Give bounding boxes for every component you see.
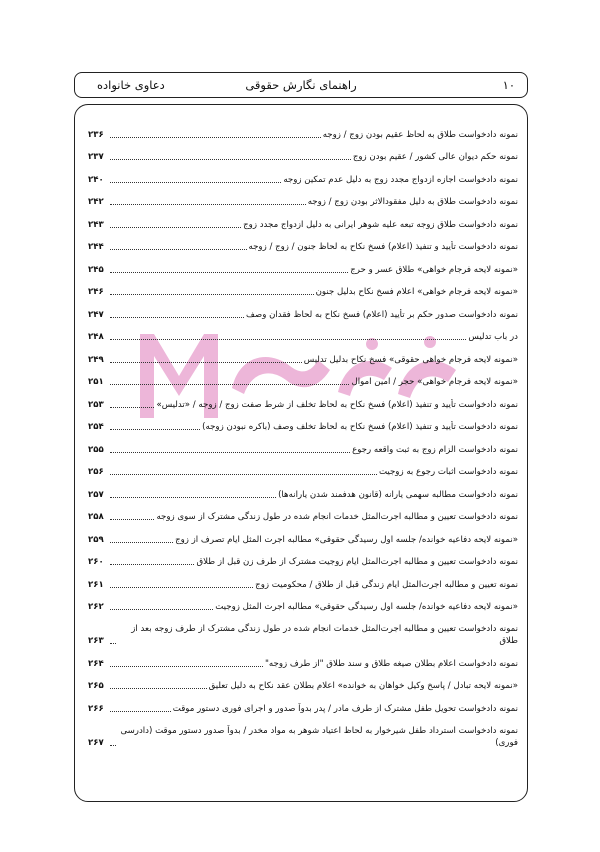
toc-entry-page: ۲۳۶	[88, 129, 104, 140]
toc-entry-page: ۲۴۴	[88, 242, 104, 252]
toc-entry	[88, 591, 518, 614]
toc-leader-dots	[110, 407, 154, 408]
toc-entry-title: «نمونه لایحه فرجام خواهی» حجر / امین اموال	[351, 377, 518, 387]
toc-entry-page: ۲۳۷	[88, 152, 104, 162]
toc-leader-dots	[110, 339, 466, 340]
toc-leader-dots	[110, 429, 200, 430]
toc-leader-dots	[110, 474, 377, 475]
toc-entry-title: نمونه دادخواست تعیین و مطالبه اجرت‌المثل ایام زوجیت مشترک از طرف زن قبل از طلاق	[196, 557, 518, 567]
toc-entry-title: نمونه حکم دیوان عالی کشور / عقیم بودن زوج	[352, 152, 518, 162]
toc-entry-title: «نمونه لایحه فرجام خواهی حقوقی» فسخ نکاح بدلیل تدلیس	[303, 354, 518, 365]
toc-entry-page: ۲۶۶	[88, 703, 104, 714]
toc-entry-title: نمونه دادخواست اجازه ازدواج مجدد زوج به دلیل عدم تمکین زوجه	[283, 174, 518, 185]
toc-leader-dots	[110, 272, 348, 273]
toc-entry-title: نمونه دادخواست اعلام بطلان صیغه طلاق و سند طلاق "از طرف زوجه"	[264, 658, 518, 669]
toc-entry	[88, 343, 518, 366]
table-of-contents	[88, 118, 518, 749]
toc-leader-dots	[110, 666, 263, 667]
toc-leader-dots	[110, 609, 213, 610]
toc-entry-page: ۲۵۹	[88, 534, 104, 545]
toc-entry-title: نمونه دادخواست الزام زوج به ثبت واقعه رجوع	[352, 444, 518, 455]
toc-entry-title: نمونه دادخواست صدور حکم بر تأیید (اعلام) فسخ نکاح به لحاظ فقدان وصف	[246, 309, 518, 320]
toc-entry-title: نمونه دادخواست تحویل طفل مشترک از طرف مادر / پدر بدواً صدور و اجرای فوری دستور موقت	[172, 703, 518, 714]
toc-entry-page: ۲۵۳	[88, 399, 104, 410]
book-title: راهنمای نگارش حقوقی	[245, 78, 357, 92]
toc-entry-page: ۲۶۱	[88, 579, 104, 590]
toc-leader-dots	[110, 362, 302, 363]
toc-leader-dots	[110, 587, 253, 588]
toc-entry-page: ۲۶۳	[88, 636, 104, 646]
toc-leader-dots	[110, 643, 116, 644]
toc-leader-dots	[110, 745, 116, 746]
toc-leader-dots	[110, 711, 171, 712]
toc-leader-dots	[110, 542, 173, 543]
toc-entry	[88, 568, 518, 591]
toc-entry	[88, 647, 518, 670]
toc-entry-page: ۲۵۴	[88, 422, 104, 432]
toc-entry	[88, 118, 518, 141]
toc-entry-page: ۲۴۰	[88, 174, 104, 185]
page-header	[74, 72, 528, 98]
toc-entry	[88, 253, 518, 276]
toc-entry-title: «نمونه لایحه تبادل / پاسخ وکیل خواهان به خوانده» اعلام بطلان عقد نکاح به دلیل تعلیق	[208, 681, 518, 691]
toc-entry	[88, 501, 518, 524]
toc-leader-dots	[110, 452, 350, 453]
toc-entry-page: ۲۵۷	[88, 489, 104, 500]
toc-leader-dots	[110, 519, 154, 520]
toc-entry	[88, 208, 518, 231]
toc-entry-title: نمونه دادخواست استرداد طفل شیرخوار به لحاظ اعتیاد شوهر به مواد مخدر / بدواً صدور دستور موقت (دادرسی فوری)	[120, 725, 518, 748]
toc-entry-title: «نمونه لایحه فرجام خواهی» اعلام فسخ نکاح بدلیل جنون	[315, 287, 518, 297]
toc-leader-dots	[110, 688, 207, 689]
toc-entry	[88, 298, 518, 321]
toc-entry	[88, 433, 518, 456]
toc-entry	[88, 456, 518, 479]
toc-entry	[88, 715, 518, 749]
toc-entry	[88, 546, 518, 569]
toc-entry-page: ۲۵۵	[88, 444, 104, 455]
toc-entry	[88, 692, 518, 715]
toc-leader-dots	[110, 294, 314, 295]
toc-entry	[88, 231, 518, 254]
toc-leader-dots	[110, 159, 351, 160]
toc-entry	[88, 670, 518, 693]
toc-entry-title: نمونه دادخواست تعیین و مطالبه اجرت‌المثل خدمات انجام شده در طول زندگی مشترک از طرف زوجه بعد از طلاق	[131, 624, 518, 646]
toc-leader-dots	[110, 384, 349, 385]
toc-entry-title: نمونه دادخواست مطالبه سهمی یارانه (قانون هدفمند شدن یارانه‌ها)	[278, 489, 518, 500]
toc-entry	[88, 163, 518, 186]
toc-entry	[88, 141, 518, 164]
toc-entry	[88, 276, 518, 299]
toc-leader-dots	[110, 204, 306, 205]
toc-entry-page: ۲۶۲	[88, 602, 104, 612]
toc-entry	[88, 411, 518, 434]
toc-leader-dots	[110, 317, 244, 318]
toc-entry-page: ۲۴۳	[88, 219, 104, 230]
toc-entry-page: ۲۶۵	[88, 681, 104, 691]
page-number: ۱۰	[502, 78, 515, 92]
toc-entry	[88, 186, 518, 209]
toc-entry-page: ۲۴۸	[88, 332, 104, 342]
toc-entry-title: نمونه دادخواست تعیین و مطالبه اجرت‌المثل خدمات انجام شده در طول زندگی مشترک از سوی زوجه	[156, 512, 518, 522]
toc-entry	[88, 478, 518, 501]
toc-entry-page: ۲۵۶	[88, 467, 104, 477]
toc-entry-title: نمونه دادخواست تأیید و تنفیذ (اعلام) فسخ نکاح به لحاظ جنون / زوج / زوجه	[248, 242, 518, 252]
toc-entry	[88, 613, 518, 647]
toc-entry-title: نمونه دادخواست طلاق به لحاظ عقیم بودن زوج / زوجه	[322, 129, 518, 140]
toc-leader-dots	[110, 564, 194, 565]
toc-entry-title: نمونه دادخواست تأیید و تنفیذ (اعلام) فسخ نکاح به لحاظ تخلف از شرط صفت زوج / زوجه / «تدلیس»	[156, 399, 518, 410]
toc-entry-title: نمونه دادخواست اثبات رجوع به زوجیت	[378, 467, 518, 477]
toc-entry	[88, 523, 518, 546]
toc-entry-title: نمونه دادخواست تأیید و تنفیذ (اعلام) فسخ نکاح به لحاظ تخلف وصف (باکره نبودن زوجه)	[202, 422, 518, 432]
toc-entry-title: «نمونه لایحه فرجام خواهی» طلاق عسر و حرج	[350, 264, 518, 275]
chapter-title: دعاوی خانواده	[97, 78, 165, 92]
toc-entry-page: ۲۴۷	[88, 309, 104, 320]
toc-entry-title: در باب تدلیس	[468, 332, 518, 342]
toc-entry-page: ۲۴۲	[88, 197, 104, 207]
toc-entry-page: ۲۶۷	[88, 737, 104, 748]
toc-entry-title: نمونه دادخواست طلاق زوجه تبعه علیه شوهر ایرانی به دلیل ازدواج مجدد زوج	[243, 219, 518, 230]
toc-leader-dots	[110, 227, 241, 228]
toc-leader-dots	[110, 249, 247, 250]
toc-entry-page: ۲۴۹	[88, 354, 104, 365]
toc-entry	[88, 366, 518, 389]
toc-leader-dots	[110, 497, 276, 498]
toc-entry	[88, 321, 518, 344]
toc-entry-title: نمونه دادخواست طلاق به دلیل مفقودالاثر بودن زوج / زوجه	[307, 197, 518, 207]
toc-leader-dots	[110, 137, 321, 138]
toc-leader-dots	[110, 182, 281, 183]
toc-entry-page: ۲۵۱	[88, 377, 104, 387]
toc-entry-title: نمونه تعیین و مطالبه اجرت‌المثل ایام زندگی قبل از طلاق / محکومیت زوج	[255, 579, 518, 590]
toc-entry-title: «نمونه لایحه دفاعیه خوانده/ جلسه اول رسیدگی حقوقی» مطالبه اجرت المثل زوجیت	[215, 602, 518, 612]
toc-entry-title: «نمونه لایحه دفاعیه خوانده/ جلسه اول رسیدگی حقوقی» مطالبه اجرت المثل ایام تصرف از زوج	[175, 534, 518, 545]
toc-entry-page: ۲۴۵	[88, 264, 104, 275]
toc-entry-page: ۲۴۶	[88, 287, 104, 297]
toc-entry	[88, 388, 518, 411]
toc-entry-page: ۲۶۴	[88, 658, 104, 669]
toc-entry-page: ۲۵۸	[88, 512, 104, 522]
toc-entry-page: ۲۶۰	[88, 557, 104, 567]
